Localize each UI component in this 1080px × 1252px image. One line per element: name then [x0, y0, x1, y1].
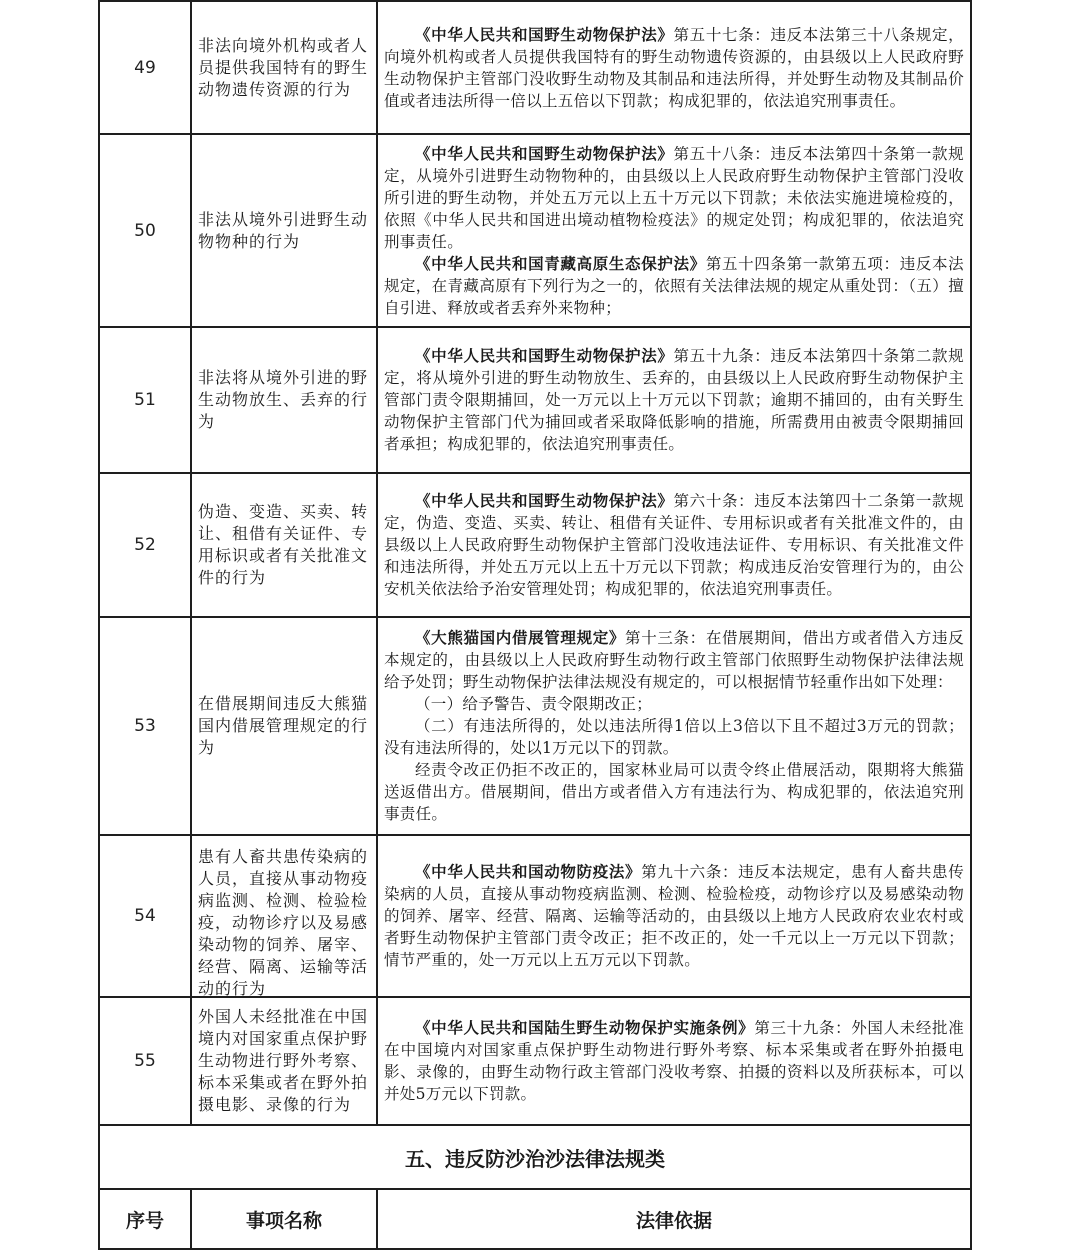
row-number: 50	[99, 134, 191, 327]
item-name: 伪造、变造、买卖、转让、租借有关证件、专用标识或者有关批准文件的行为	[198, 502, 369, 587]
law-title: 《大熊猫国内借展管理规定》	[415, 628, 626, 647]
item-name: 在借展期间违反大熊猫国内借展管理规定的行为	[198, 694, 369, 757]
law-title: 《中华人民共和国陆生野生动物保护实施条例》	[415, 1018, 755, 1037]
legal-basis	[384, 861, 964, 971]
legal-paragraph	[384, 693, 964, 715]
legal-paragraph	[384, 861, 964, 971]
clause-text: 第五十四条第一款第五项：违反本法规定，在青藏高原有下列行为之一的，依照有关法律法规的规定从重处罚：（五）擅自引进、释放或者丢弃外来物种；	[384, 254, 964, 317]
clause-text: （二）有违法所得的，处以违法所得1倍以上3倍以下且不超过3万元的罚款；没有违法所得的，处以1万元以下的罚款。	[384, 717, 964, 757]
legal-basis-cell	[377, 134, 971, 327]
legal-basis-cell	[377, 617, 971, 835]
item-name: 外国人未经批准在中国境内对国家重点保护野生动物进行野外考察、标本采集或者在野外拍摄电影、录像的行为	[198, 1007, 369, 1114]
law-title: 《中华人民共和国野生动物保护法》	[415, 491, 674, 510]
item-name-cell	[191, 835, 377, 997]
table-row	[99, 997, 971, 1125]
legal-basis	[384, 1017, 964, 1105]
legal-paragraph	[384, 1017, 964, 1105]
item-name-cell	[191, 134, 377, 327]
law-title: 《中华人民共和国野生动物保护法》	[415, 346, 674, 365]
legal-basis	[384, 490, 964, 600]
legal-basis	[384, 627, 964, 825]
clause-text: 第六十条：违反本法第四十二条第一款规定，伪造、变造、买卖、转让、租借有关证件、专用标识或者有关批准文件的，由县级以上人民政府野生动物保护主管部门没收违法证件、专用标识、有关批准文件和违法所得，并处五万元以上五十万元以下罚款；构成违反治安管理行为的，由公安机关依法给予治安管理处罚；构成犯罪的，依法追究刑事责任。	[384, 492, 964, 598]
legal-basis-cell	[377, 835, 971, 997]
legal-basis-cell	[377, 473, 971, 617]
item-name: 非法将从境外引进的野生动物放生、丢弃的行为	[198, 368, 369, 431]
table-row	[99, 835, 971, 997]
law-title: 《中华人民共和国动物防疫法》	[415, 862, 642, 881]
clause-text: 经责令改正仍拒不改正的，国家林业局可以责令终止借展活动，限期将大熊猫送返借出方。借展期间，借出方或者借入方有违法行为、构成犯罪的，依法追究刑事责任。	[384, 761, 964, 823]
legal-paragraph	[384, 24, 964, 112]
row-number: 49	[99, 1, 191, 134]
legal-paragraph	[384, 345, 964, 455]
legal-basis-cell	[377, 327, 971, 473]
section-title: 五、违反防沙治沙法律法规类	[99, 1125, 971, 1189]
item-name-cell	[191, 1, 377, 134]
clause-text: 第五十九条：违反本法第四十条第二款规定，将从境外引进的野生动物放生、丢弃的，由县级以上人民政府野生动物保护主管部门责令限期捕回，处一万元以上十万元以下罚款；逾期不捕回的，由有关野生动物保护主管部门代为捕回或者采取降低影响的措施，所需费用由被责令限期捕回者承担；构成犯罪的，依法追究刑事责任。	[384, 347, 964, 453]
legal-paragraph	[384, 627, 964, 693]
item-name-cell	[191, 327, 377, 473]
legal-basis-cell	[377, 1, 971, 134]
item-name-cell	[191, 997, 377, 1125]
item-name-cell	[191, 473, 377, 617]
legal-basis	[384, 143, 964, 319]
law-title: 《中华人民共和国野生动物保护法》	[415, 143, 674, 163]
item-name-cell	[191, 617, 377, 835]
row-number: 51	[99, 327, 191, 473]
clause-text: 第三十九条：外国人未经批准在中国境内对国家重点保护野生动物进行野外考察、标本采集或者在野外拍摄电影、录像的，由野生动物行政主管部门没收考察、拍摄的资料以及所获标本，可以并处5万元以下罚款。	[384, 1019, 964, 1103]
legal-basis-cell	[377, 997, 971, 1125]
legal-paragraph	[384, 490, 964, 600]
table-row	[99, 327, 971, 473]
legal-basis	[384, 24, 964, 112]
item-name: 患有人畜共患传染病的人员，直接从事动物疫病监测、检测、检验检疫，动物诊疗以及易感染动物的饲养、屠宰、经营、隔离、运输等活动的行为	[198, 847, 369, 998]
row-number: 52	[99, 473, 191, 617]
clause-text: 第五十七条：违反本法第三十八条规定，向境外机构或者人员提供我国特有的野生动物遗传资源的，由县级以上人民政府野生动物保护主管部门没收野生动物及其制品和违法所得，并处野生动物及其制品价值或者违法所得一倍以上五倍以下罚款；构成犯罪的，依法追究刑事责任。	[384, 25, 964, 110]
penalty-table-body	[99, 1, 971, 1249]
clause-text: 第十三条：在借展期间，借出方或者借入方违反本规定的，由县级以上人民政府野生动物行政主管部门依照野生动物保护法律法规给予处罚；野生动物保护法律法规没有规定的，可以根据情节轻重作出如下处理：	[384, 629, 964, 691]
legal-basis	[384, 345, 964, 455]
header-row	[99, 1189, 971, 1249]
item-name: 非法向境外机构或者人员提供我国特有的野生动物遗传资源的行为	[198, 35, 369, 99]
table-row	[99, 1, 971, 134]
legal-paragraph	[384, 253, 964, 319]
table-row	[99, 617, 971, 835]
header-item-name: 事项名称	[191, 1189, 377, 1249]
law-title: 《中华人民共和国野生动物保护法》	[415, 24, 674, 44]
item-name: 非法从境外引进野生动物物种的行为	[198, 209, 369, 251]
table-row	[99, 134, 971, 327]
legal-paragraph	[384, 759, 964, 825]
legal-paragraph	[384, 715, 964, 759]
clause-text: （一）给予警告、责令限期改正；	[415, 695, 653, 713]
section-row	[99, 1125, 971, 1189]
header-serial-number: 序号	[99, 1189, 191, 1249]
header-legal-basis: 法律依据	[377, 1189, 971, 1249]
row-number: 54	[99, 835, 191, 997]
document-page	[98, 0, 970, 1252]
penalty-table	[98, 0, 972, 1250]
law-title: 《中华人民共和国青藏高原生态保护法》	[415, 253, 706, 273]
row-number: 53	[99, 617, 191, 835]
clause-text: 第九十六条：违反本法规定，患有人畜共患传染病的人员，直接从事动物疫病监测、检测、检验检疫，动物诊疗以及易感染动物的饲养、屠宰、经营、隔离、运输等活动的，由县级以上地方人民政府农业农村或者野生动物保护主管部门责令改正；拒不改正的，处一千元以上一万元以下罚款；情节严重的，处一万元以上五万元以下罚款。	[384, 863, 964, 969]
table-row	[99, 473, 971, 617]
legal-paragraph	[384, 143, 964, 253]
clause-text: 第五十八条：违反本法第四十条第一款规定，从境外引进野生动物物种的，由县级以上人民政府野生动物保护主管部门没收所引进的野生动物，并处五万元以上五十万元以下罚款；未依法实施进境检疫的，依照《中华人民共和国进出境动植物检疫法》的规定处罚；构成犯罪的，依法追究刑事责任。	[384, 144, 964, 251]
row-number: 55	[99, 997, 191, 1125]
